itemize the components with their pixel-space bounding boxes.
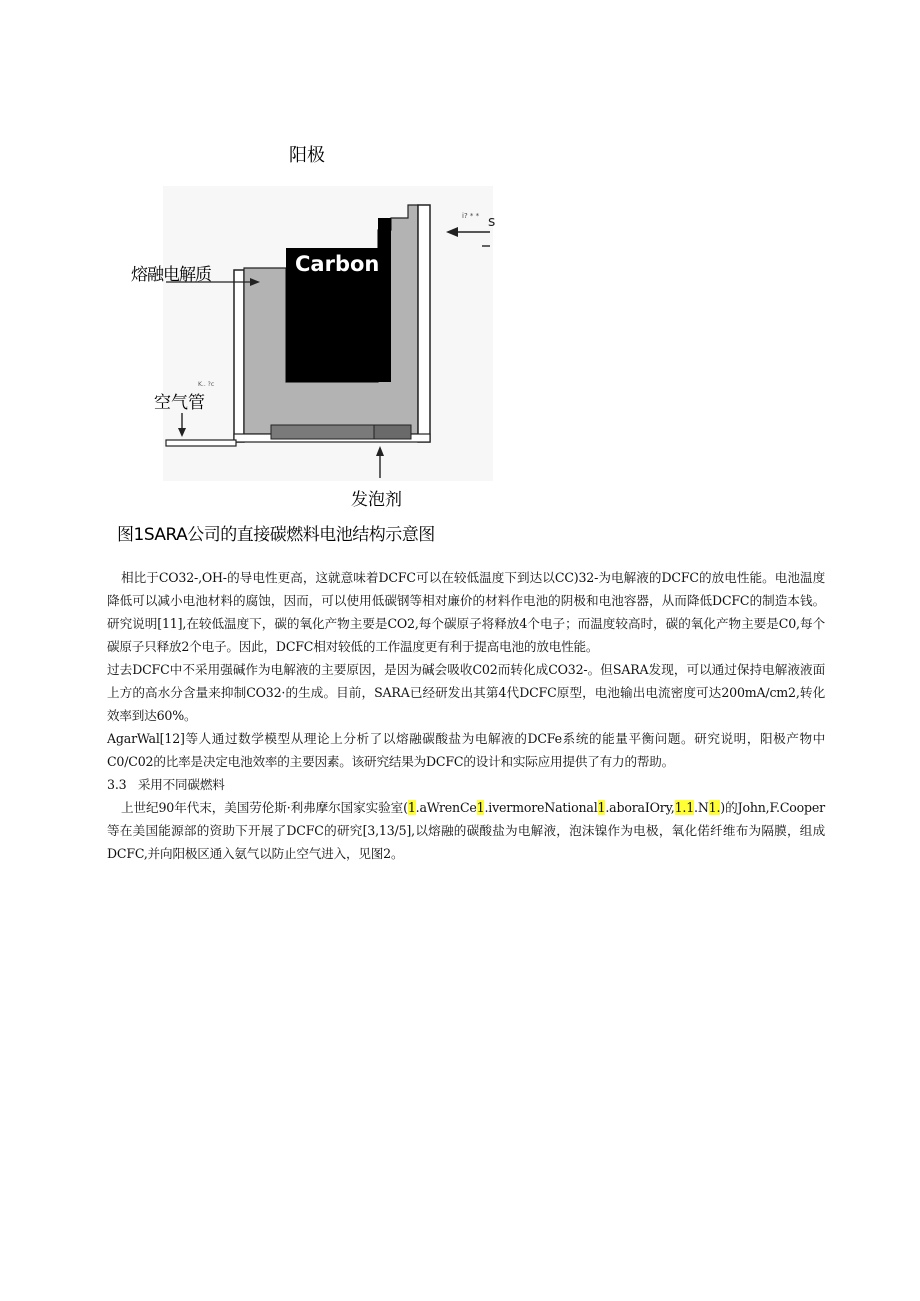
label-carbon: Carbon	[295, 252, 380, 276]
section-heading	[107, 773, 825, 796]
container-left-wall	[234, 270, 244, 442]
section-number: 3.3	[107, 777, 127, 792]
right-small-marks: i? * *	[462, 212, 480, 220]
label-foaming-agent: 发泡剂	[351, 490, 402, 510]
label-electrolyte: 熔融电解质	[131, 265, 211, 285]
section-title: 采用不同碳燃料	[137, 777, 225, 792]
paragraph-4: 上世纪90年代末，美国劳伦斯·利弗摩尔国家实验室(1.aWrenCe1.ivermoreNational1.aboraIOry,1.1.N1.)的John,F.Cooper等在美国能源部的资助下开展了DCFC的研究[3,13/5],以熔融的碳酸盐为电解液，泡沫镍作为电极，氧化偌纤维布为隔膜，组成DCFC,并向阳极区通入氨气以防止空气进入，见图2。	[107, 800, 825, 861]
bottom-plate-right	[374, 425, 411, 439]
air-small-marks: K.. ?c	[198, 381, 215, 388]
container-right-wall	[418, 205, 430, 442]
right-edge-glyph: s	[488, 214, 496, 230]
paragraph-3: AgarWal[12]等人通过数学模型从理论上分析了以熔融碳酸盐为电解液的DCFe系统的能量平衡问题。研究说明，阳极产物中C0/C02的比率是决定电池效率的主要因素。该研究结果为DCFC的设计和实际应用提供了有力的帮助。	[107, 731, 825, 769]
cell-structure-figure	[0, 0, 920, 540]
paragraph-2: 过去DCFC中不采用强碱作为电解液的主要原因，是因为碱会吸收C02而转化成CO32-。但SARA发现，可以通过保持电解液液面上方的高水分含量来抑制CO32·的生成。目前，SARA已经研发出其第4代DCFC原型，电池输出电流密度可达200mA∕cm2,转化效率到达60%。	[107, 662, 825, 723]
figure-caption: 图1SARA公司的直接碳燃料电池结构示意图	[117, 525, 435, 545]
bottom-plate-left	[271, 425, 374, 439]
body-text	[107, 566, 825, 865]
air-tube	[166, 440, 236, 446]
label-anode: 阳极	[289, 145, 325, 166]
paragraph-1: 相比于CO32-,OH-的导电性更高，这就意味着DCFC可以在较低温度下到达以CC)32-为电解液的DCFC的放电性能。电池温度降低可以减小电池材料的腐蚀，因而，可以使用低碳钢等相对廉价的材料作电池的阴极和电池容器，从而降低DCFC的制造本钱。研究说明[11],在较低温度下，碳的氧化产物主要是CO2,每个碳原子将释放4个电子；而温度较高时，碳的氧化产物主要是C0,每个碳原子只释放2个电子。因此，DCFC相对较低的工作温度更有利于提高电池的放电性能。	[107, 570, 825, 654]
label-air-tube: 空气管	[154, 393, 205, 413]
